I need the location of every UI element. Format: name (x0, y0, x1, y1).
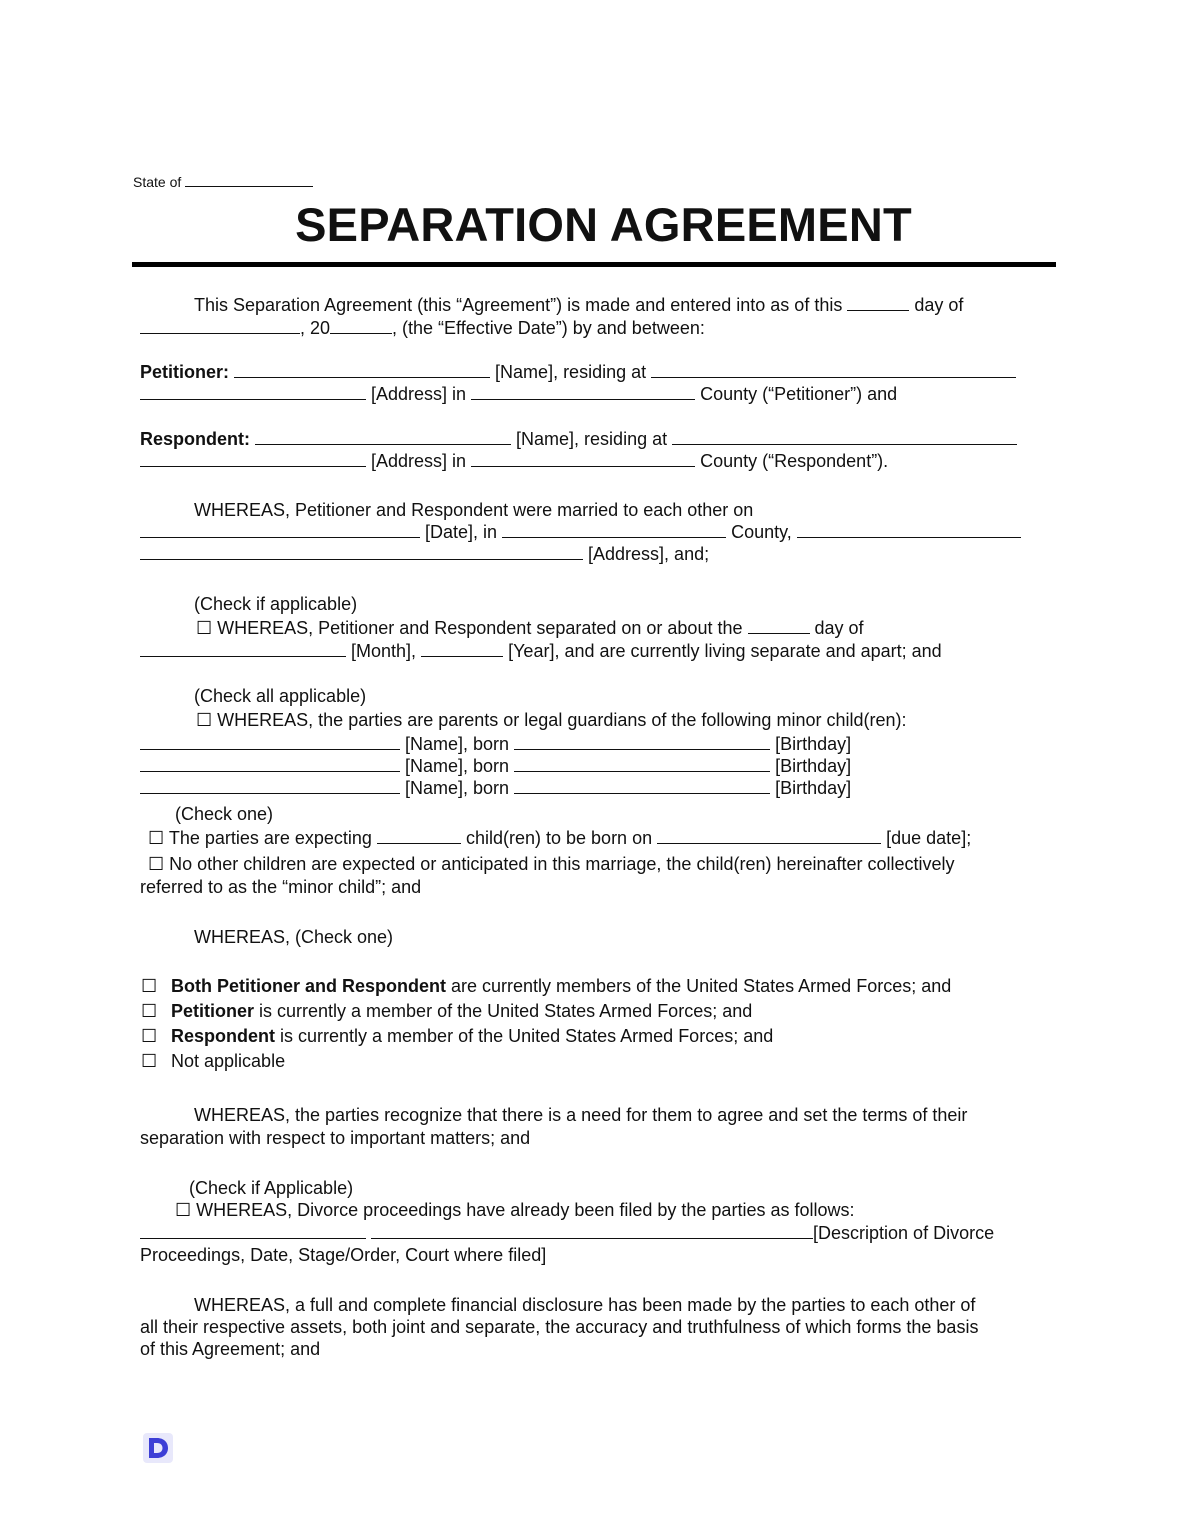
petitioner-line-2 (140, 383, 897, 405)
separated-year-blank[interactable] (421, 640, 503, 657)
petitioner-address-blank[interactable] (140, 383, 366, 400)
separated-checkbox[interactable]: ☐ (196, 618, 213, 638)
intro-text: , 20 (300, 318, 331, 338)
intro-text: This Separation Agreement (this “Agreement”) is made and entered into as of this (194, 295, 843, 315)
child-text: [Birthday] (775, 778, 852, 798)
disclosure-line-3: of this Agreement; and (140, 1339, 321, 1359)
petitioner-label: Petitioner: (140, 362, 230, 382)
respondent-line-2 (140, 450, 888, 472)
divorce-line-2 (140, 1222, 994, 1244)
intro-line-1 (194, 294, 963, 316)
month-blank[interactable] (140, 317, 300, 334)
respondent-county-blank[interactable] (471, 450, 695, 467)
military-option-2 (141, 1000, 752, 1022)
divorce-blank-1[interactable] (140, 1222, 366, 1239)
military-checkbox[interactable]: ☐ (141, 976, 158, 996)
recognize-line-2: separation with respect to important matters; and (140, 1128, 531, 1148)
respondent-address-blank[interactable] (140, 450, 366, 467)
child-birthday-blank[interactable] (514, 777, 770, 794)
separated-month-blank[interactable] (140, 640, 346, 657)
military-text: is currently a member of the United States Armed Forces; and (254, 1001, 753, 1021)
respondent-text: [Address] in (371, 451, 467, 471)
military-text: are currently members of the United States Armed Forces; and (446, 976, 952, 996)
divorce-line-3: Proceedings, Date, Stage/Order, Court where filed] (140, 1245, 547, 1265)
child-text: [Name], born (405, 756, 510, 776)
divorce-text: WHEREAS, Divorce proceedings have already been filed by the parties as follows: (196, 1200, 855, 1220)
child-text: [Name], born (405, 778, 510, 798)
petitioner-line-1 (140, 361, 1016, 383)
children-text: WHEREAS, the parties are parents or legal guardians of the following minor child(ren): (217, 710, 907, 730)
children-line-1 (196, 709, 906, 731)
state-label: State of (133, 174, 182, 190)
respondent-name-blank[interactable] (255, 428, 511, 445)
divorce-checkbox[interactable]: ☐ (175, 1200, 192, 1220)
children-text: child(ren) to be born on (465, 828, 653, 848)
respondent-text: [Name], residing at (516, 429, 668, 449)
petitioner-text: [Name], residing at (495, 362, 647, 382)
due-date-blank[interactable] (657, 827, 881, 844)
intro-text: day of (914, 295, 964, 315)
married-text: County, (731, 522, 792, 542)
no-other-line-2: referred to as the “minor child”; and (140, 877, 422, 897)
military-text: Respondent (171, 1026, 276, 1046)
military-text: Both Petitioner and Respondent (171, 976, 447, 996)
married-line-3 (140, 543, 709, 565)
military-option-1 (141, 975, 951, 997)
title-divider (132, 262, 1056, 267)
children-text: [due date]; (886, 828, 972, 848)
children-text: The parties are expecting (168, 828, 372, 848)
expecting-count-blank[interactable] (377, 827, 461, 844)
married-text: [Date], in (425, 522, 498, 542)
separated-text: day of (814, 618, 864, 638)
page-title: SEPARATION AGREEMENT (295, 198, 912, 251)
separated-text: [Month], (351, 641, 417, 661)
married-line-2 (140, 521, 1021, 543)
respondent-label: Respondent: (140, 429, 250, 449)
petitioner-text: [Address] in (371, 384, 467, 404)
separated-check-note: (Check if applicable) (194, 594, 358, 614)
married-text: [Address], and; (588, 544, 710, 564)
marriage-date-blank[interactable] (140, 521, 420, 538)
married-line-1: WHEREAS, Petitioner and Respondent were married to each other on (194, 500, 754, 520)
expecting-checkbox[interactable]: ☐ (148, 828, 165, 848)
day-blank[interactable] (847, 294, 909, 311)
state-blank[interactable] (185, 173, 313, 187)
divorce-blank-2[interactable] (371, 1222, 813, 1239)
child-row (140, 755, 851, 777)
child-text: [Birthday] (775, 734, 852, 754)
no-other-line (148, 853, 955, 875)
separated-day-blank[interactable] (748, 617, 810, 634)
child-row (140, 777, 851, 799)
respondent-line-1 (140, 428, 1017, 450)
child-text: [Birthday] (775, 756, 852, 776)
intro-text: , (the “Effective Date”) by and between: (392, 318, 705, 338)
child-birthday-blank[interactable] (514, 733, 770, 750)
military-text: Petitioner (171, 1001, 255, 1021)
children-text: No other children are expected or anticipated in this marriage, the child(ren) hereinafter collectively (169, 854, 955, 874)
military-checkbox[interactable]: ☐ (141, 1026, 158, 1046)
child-birthday-blank[interactable] (514, 755, 770, 772)
intro-line-2 (140, 317, 705, 339)
no-other-checkbox[interactable]: ☐ (148, 854, 165, 874)
expecting-line (148, 827, 971, 849)
military-intro: WHEREAS, (Check one) (194, 927, 394, 947)
separated-line-2 (140, 640, 942, 662)
military-text: is currently a member of the United States Armed Forces; and (275, 1026, 774, 1046)
military-option-4 (141, 1050, 285, 1072)
respondent-text: County (“Respondent”). (700, 451, 889, 471)
divorce-text: [Description of Divorce (813, 1223, 995, 1243)
divorce-check-note: (Check if Applicable) (189, 1178, 354, 1198)
marriage-state-blank[interactable] (797, 521, 1021, 538)
state-line (133, 173, 313, 191)
recognize-line-1: WHEREAS, the parties recognize that there is a need for them to agree and set the terms of their (194, 1105, 968, 1125)
child-name-blank[interactable] (140, 777, 400, 794)
child-name-blank[interactable] (140, 733, 400, 750)
petitioner-residence-blank[interactable] (651, 361, 1016, 378)
military-text: Not applicable (171, 1051, 286, 1071)
marriage-address-blank[interactable] (140, 543, 583, 560)
children-check-one: (Check one) (175, 804, 274, 824)
child-name-blank[interactable] (140, 755, 400, 772)
petitioner-text: County (“Petitioner”) and (700, 384, 898, 404)
year-blank[interactable] (330, 317, 392, 334)
military-option-3 (141, 1025, 773, 1047)
military-checkbox[interactable]: ☐ (141, 1001, 158, 1021)
children-checkbox[interactable]: ☐ (196, 710, 213, 730)
children-check-note: (Check all applicable) (194, 686, 367, 706)
separated-line-1 (196, 617, 864, 639)
marriage-county-blank[interactable] (502, 521, 726, 538)
disclosure-line-1: WHEREAS, a full and complete financial disclosure has been made by the parties to each other of (194, 1295, 976, 1315)
respondent-residence-blank[interactable] (672, 428, 1017, 445)
child-row (140, 733, 851, 755)
child-text: [Name], born (405, 734, 510, 754)
military-checkbox[interactable]: ☐ (141, 1051, 158, 1071)
separated-text: WHEREAS, Petitioner and Respondent separated on or about the (217, 618, 743, 638)
petitioner-county-blank[interactable] (471, 383, 695, 400)
brand-logo-icon (143, 1433, 173, 1463)
divorce-line-1 (175, 1199, 854, 1221)
petitioner-name-blank[interactable] (234, 361, 490, 378)
disclosure-line-2: all their respective assets, both joint and separate, the accuracy and truthfulness of which forms the basis (140, 1317, 979, 1337)
separated-text: [Year], and are currently living separate and apart; and (508, 641, 942, 661)
